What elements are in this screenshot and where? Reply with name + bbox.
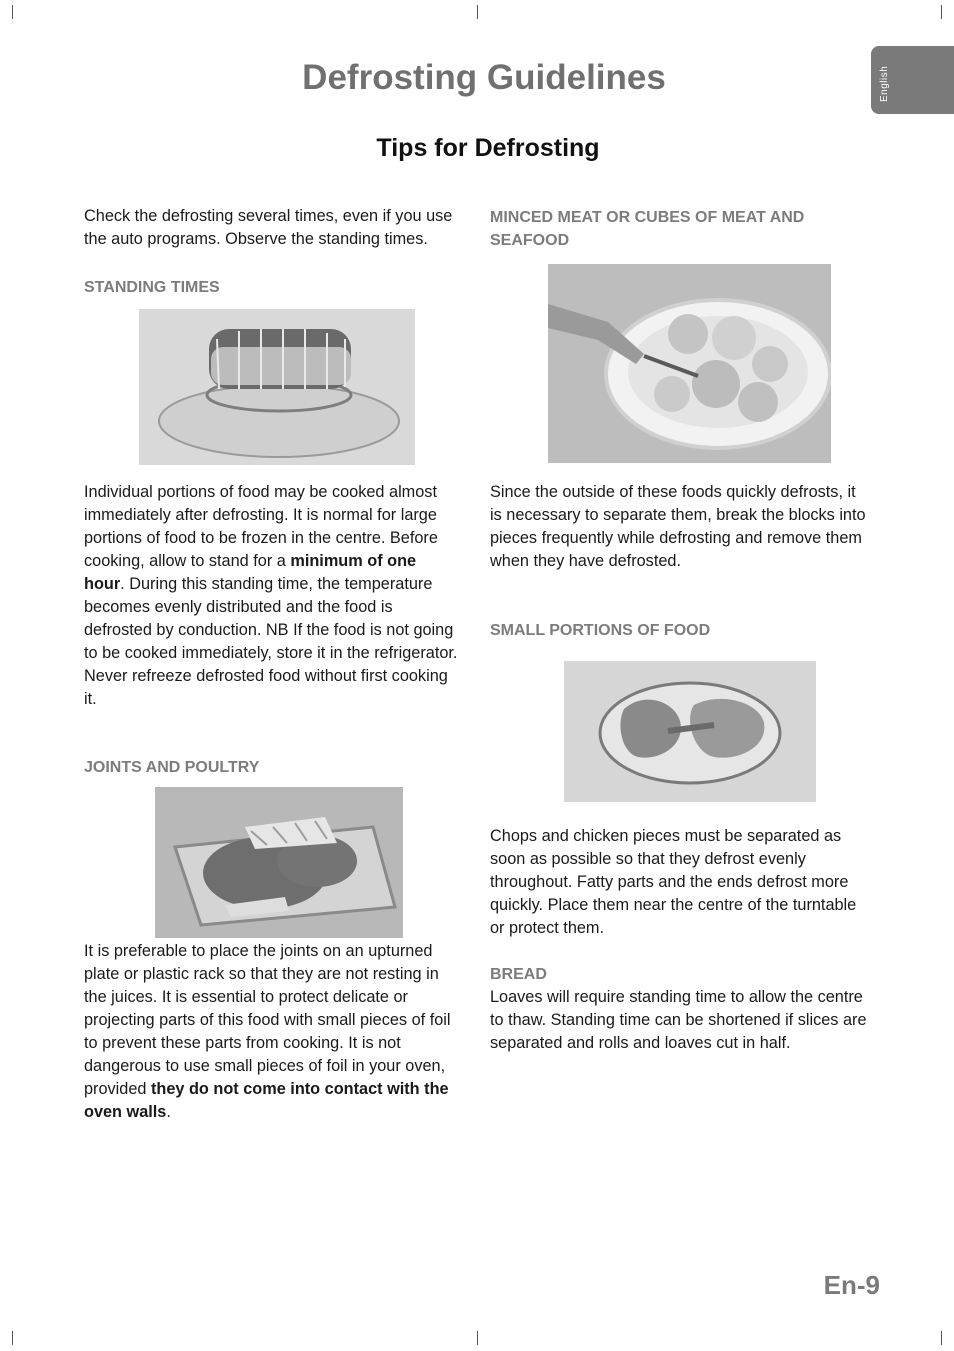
page-title: Defrosting Guidelines (302, 58, 666, 97)
standing-times-text-part: . During this standing time, the temperature becomes evenly distributed and the food is defrosted by conduction. NB If the food is not going to be cooked immediately, store it in the refrigerator. Never refreeze defrosted food without first cooking it. (84, 575, 458, 708)
standing-times-text-part: Individual portions of food may be cooked almost immediately after defrosting. It is normal for large portions of food to be frozen in the centre. Before cooking, allow to stand for a (84, 483, 438, 570)
roast-on-rack-photo (139, 309, 415, 465)
small-portions-heading: SMALL PORTIONS OF FOOD (490, 622, 711, 639)
small-portions-text: Chops and chicken pieces must be separated as soon as possible so that they defrost evenly throughout. Fatty parts and the ends defrost more quickly. Place them near the centre of the turntable or protect them. (490, 827, 857, 937)
crop-mark (12, 1331, 13, 1345)
page-number: En-9 (823, 1270, 880, 1300)
standing-times-emphasis: minimum of one hour (84, 552, 417, 593)
minced-meat-heading: MINCED MEAT OR CUBES OF MEAT AND SEAFOOD (490, 209, 805, 249)
poultry-in-dish-photo (155, 787, 403, 938)
crop-mark (477, 5, 478, 19)
joints-poultry-emphasis: they do not come into contact with the oven walls (84, 1080, 449, 1121)
crop-mark (941, 1331, 942, 1345)
joints-poultry-text-part: . (166, 1103, 171, 1121)
language-tab-label: English (879, 65, 890, 102)
intro-text: Check the defrosting several times, even if you use the auto programs. Observe the standing times. (84, 207, 453, 248)
bread-heading: BREAD (490, 966, 547, 983)
crop-mark (477, 1331, 478, 1345)
bread-text: Loaves will require standing time to allow the centre to thaw. Standing time can be shortened if slices are separated and rolls and loaves cut in half. (490, 988, 867, 1052)
standing-times-heading: STANDING TIMES (84, 279, 220, 296)
joints-poultry-text (84, 940, 460, 1124)
joints-poultry-heading: JOINTS AND POULTRY (84, 759, 260, 776)
chicken-pieces-dish-photo (564, 661, 816, 802)
standing-times-text (84, 481, 460, 711)
minced-meat-text: Since the outside of these foods quickly defrosts, it is necessary to separate them, break the blocks into pieces frequently while defrosting and remove them when they have defrosted. (490, 483, 866, 570)
meat-cubes-plate-photo (548, 264, 831, 463)
crop-mark (941, 5, 942, 19)
crop-mark (12, 5, 13, 19)
joints-poultry-text-part: It is preferable to place the joints on an upturned plate or plastic rack so that they are not resting in the juices. It is essential to protect delicate or projecting parts of this food with small pieces of foil to prevent these parts from cooking. It is not dangerous to use small pieces of foil in your oven, provided (84, 942, 451, 1098)
section-subtitle: Tips for Defrosting (376, 134, 600, 162)
